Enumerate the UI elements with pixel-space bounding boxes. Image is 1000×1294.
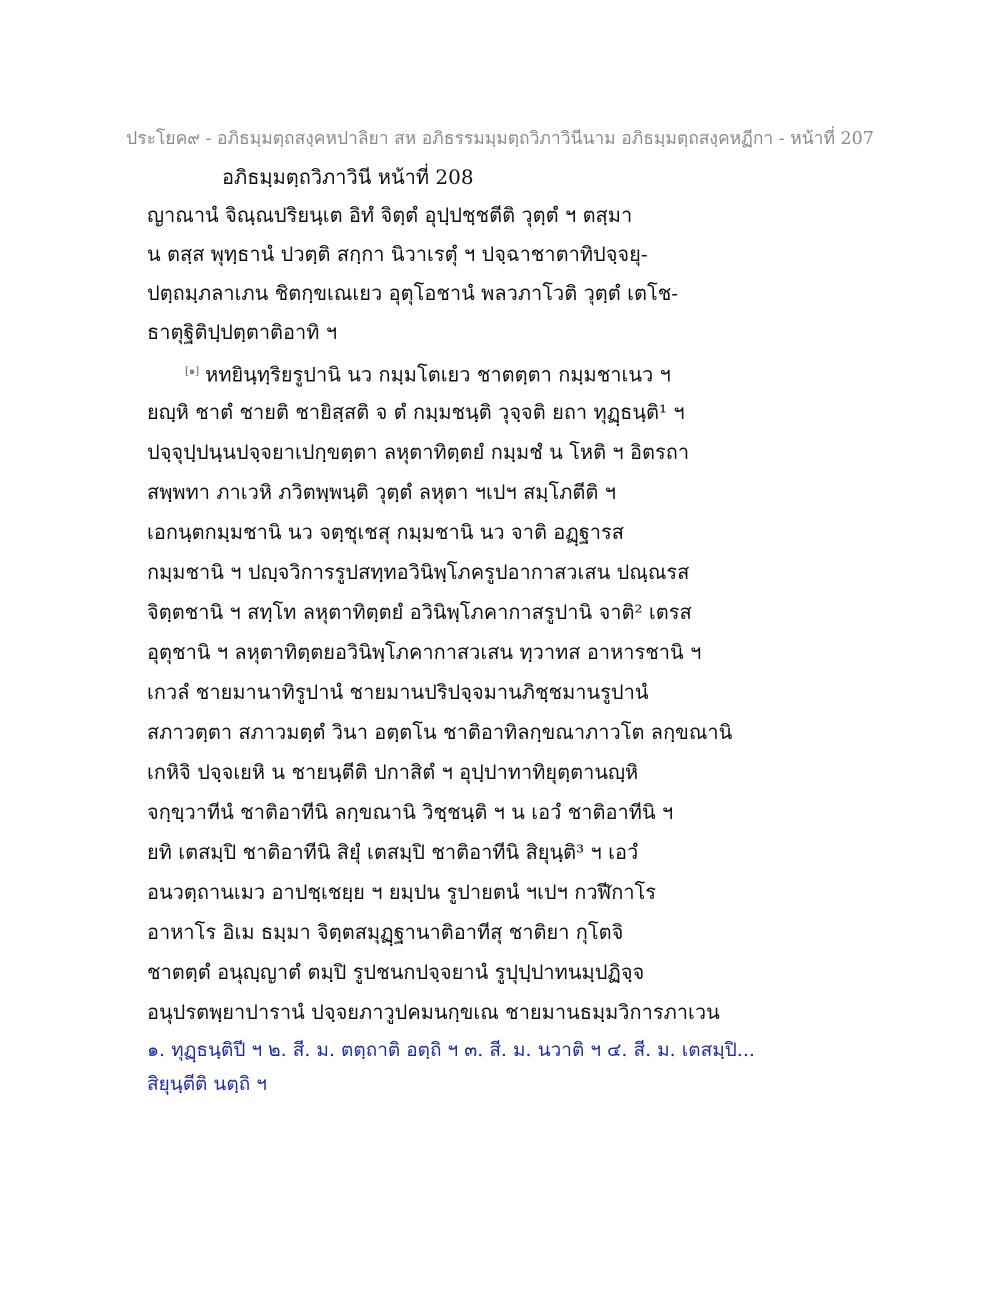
body-line: ญาณานํ จิณฺณปริยนฺเต อิทํ จิตฺตํ อุปฺปชฺชตีติ วุตฺตํ ฯ ตสฺมา	[147, 203, 633, 227]
footnote-line: ๑. ทุฏฺธนฺติปี ฯ ๒. สี. ม. ตตฺถาติ อตฺถิ ฯ ๓. สี. ม. นวาติ ฯ ๔. สี. ม. เตสมฺปิ...	[147, 1039, 755, 1061]
body-line: จิตฺตชานิ ฯ สทฺโท ลหุตาทิตฺตยํ อวินิพฺโภคากาสรูปานิ จาติ² เตรส	[147, 600, 692, 624]
body-line: เอกนฺตกมฺมชานิ นว จตฺชุเชสุ กมฺมชานิ นว จาติ อฏฺฐารส	[147, 520, 624, 544]
body-line-text: หทยินฺทฺริยรูปานิ นว กมฺมโตเยว ชาตตฺตา กมฺมชาเนว ฯ	[205, 362, 671, 387]
body-line: ปจฺจุปฺปนฺนปจฺจยาเปกฺขตฺตา ลหุตาทิตฺตยํ กมฺมชํ น โหติ ฯ อิตรถา	[147, 440, 690, 464]
paragraph-start-line	[185, 357, 671, 390]
body-line: สภาวตฺตา สภาวมตฺตํ วินา อตฺตโน ชาติอาทิลกฺขณาภาวโต ลกฺขณานิ	[147, 720, 733, 744]
body-line: อนุปรตพฺยาปารานํ ปจฺจยภาวูปคมนกฺขเณ ชายมานธมฺมวิการภาเวน	[147, 1000, 720, 1024]
body-line: ยญฺหิ ชาตํ ชายติ ชายิสฺสติ จ ตํ กมฺมชนฺติ วุจฺจติ ยถา ทุฏฺธนฺติ¹ ฯ	[147, 400, 685, 424]
footnote-line: สิยุนฺตีติ นตฺถิ ฯ	[147, 1073, 267, 1095]
body-line: ยทิ เตสมฺปิ ชาติอาทีนิ สิยุํ เตสมฺปิ ชาติอาทีนิ สิยุนฺติ³ ฯ เอวํ	[147, 840, 639, 864]
body-line: อุตุชานิ ฯ ลหุตาทิตฺตยอวินิพฺโภคากาสวเสน ทฺวาทส อาหารชานิ ฯ	[147, 640, 702, 664]
body-line: เกวลํ ชายมานาทิรูปานํ ชายมานปริปจฺจมานภิชฺชมานรูปานํ	[147, 680, 649, 704]
body-line: จกฺขฺวาทีนํ ชาติอาทีนิ ลกฺขณานิ วิชฺชนฺติ ฯ น เอวํ ชาติอาทีนิ ฯ	[147, 800, 674, 824]
body-line: น ตสฺส พุทฺธานํ ปวตฺติ สกฺกา นิวาเรตุํ ฯ ปจฺฉาชาตาทิปจฺจยุ-	[147, 242, 648, 266]
paragraph-number-marker: [๑]	[185, 366, 200, 377]
body-line: ชาตตฺตํ อนุญฺญาตํ ตมฺปิ รูปชนกปจฺจยานํ รูปุปฺปาทนมฺปฏิจฺจ	[147, 960, 645, 984]
body-line: สพฺพทา ภาเวหิ ภวิตพฺพนฺติ วุตฺตํ ลหุตา ฯเปฯ สมฺโภตีติ ฯ	[147, 480, 616, 504]
body-line: กมฺมชานิ ฯ ปญฺจวิการรูปสทฺทอวินิพฺโภครูปอากาสวเสน ปณฺณรส	[147, 560, 690, 584]
body-line: อาหาโร อิเม ธมฺมา จิตฺตสมุฏฺฐานาติอาทีสุ ชาติยา กุโตจิ	[147, 920, 624, 944]
page-heading: อภิธมฺมตฺถวิภาวินี หน้าที่ 208	[222, 165, 474, 189]
body-line: อนวตฺถานเมว อาปชฺเชยฺย ฯ ยมฺปน รูปายตนํ ฯเปฯ กวฬีกาโร	[147, 880, 657, 904]
body-line: ธาตุฐิติปฺปตฺตาติอาทิ ฯ	[147, 320, 338, 344]
body-line: เกหิจิ ปจฺจเยหิ น ชายนฺตีติ ปกาสิตํ ฯ อุปฺปาทาทิยุตฺตานญฺหิ	[147, 760, 639, 784]
body-line: ปตฺถมฺภลาเภน ชิตกฺขเณเยว อุตุโอชานํ พลวภาโวติ วุตฺตํ เตโช-	[147, 281, 679, 305]
running-header: ประโยค๙ - อภิธมฺมตฺถสงฺคหปาลิยา สห อภิธรรมมฺมตฺถวิภาวินีนาม อภิธมฺมตฺถสงฺคหฏีกา - หน้าที่ 207	[126, 129, 874, 149]
